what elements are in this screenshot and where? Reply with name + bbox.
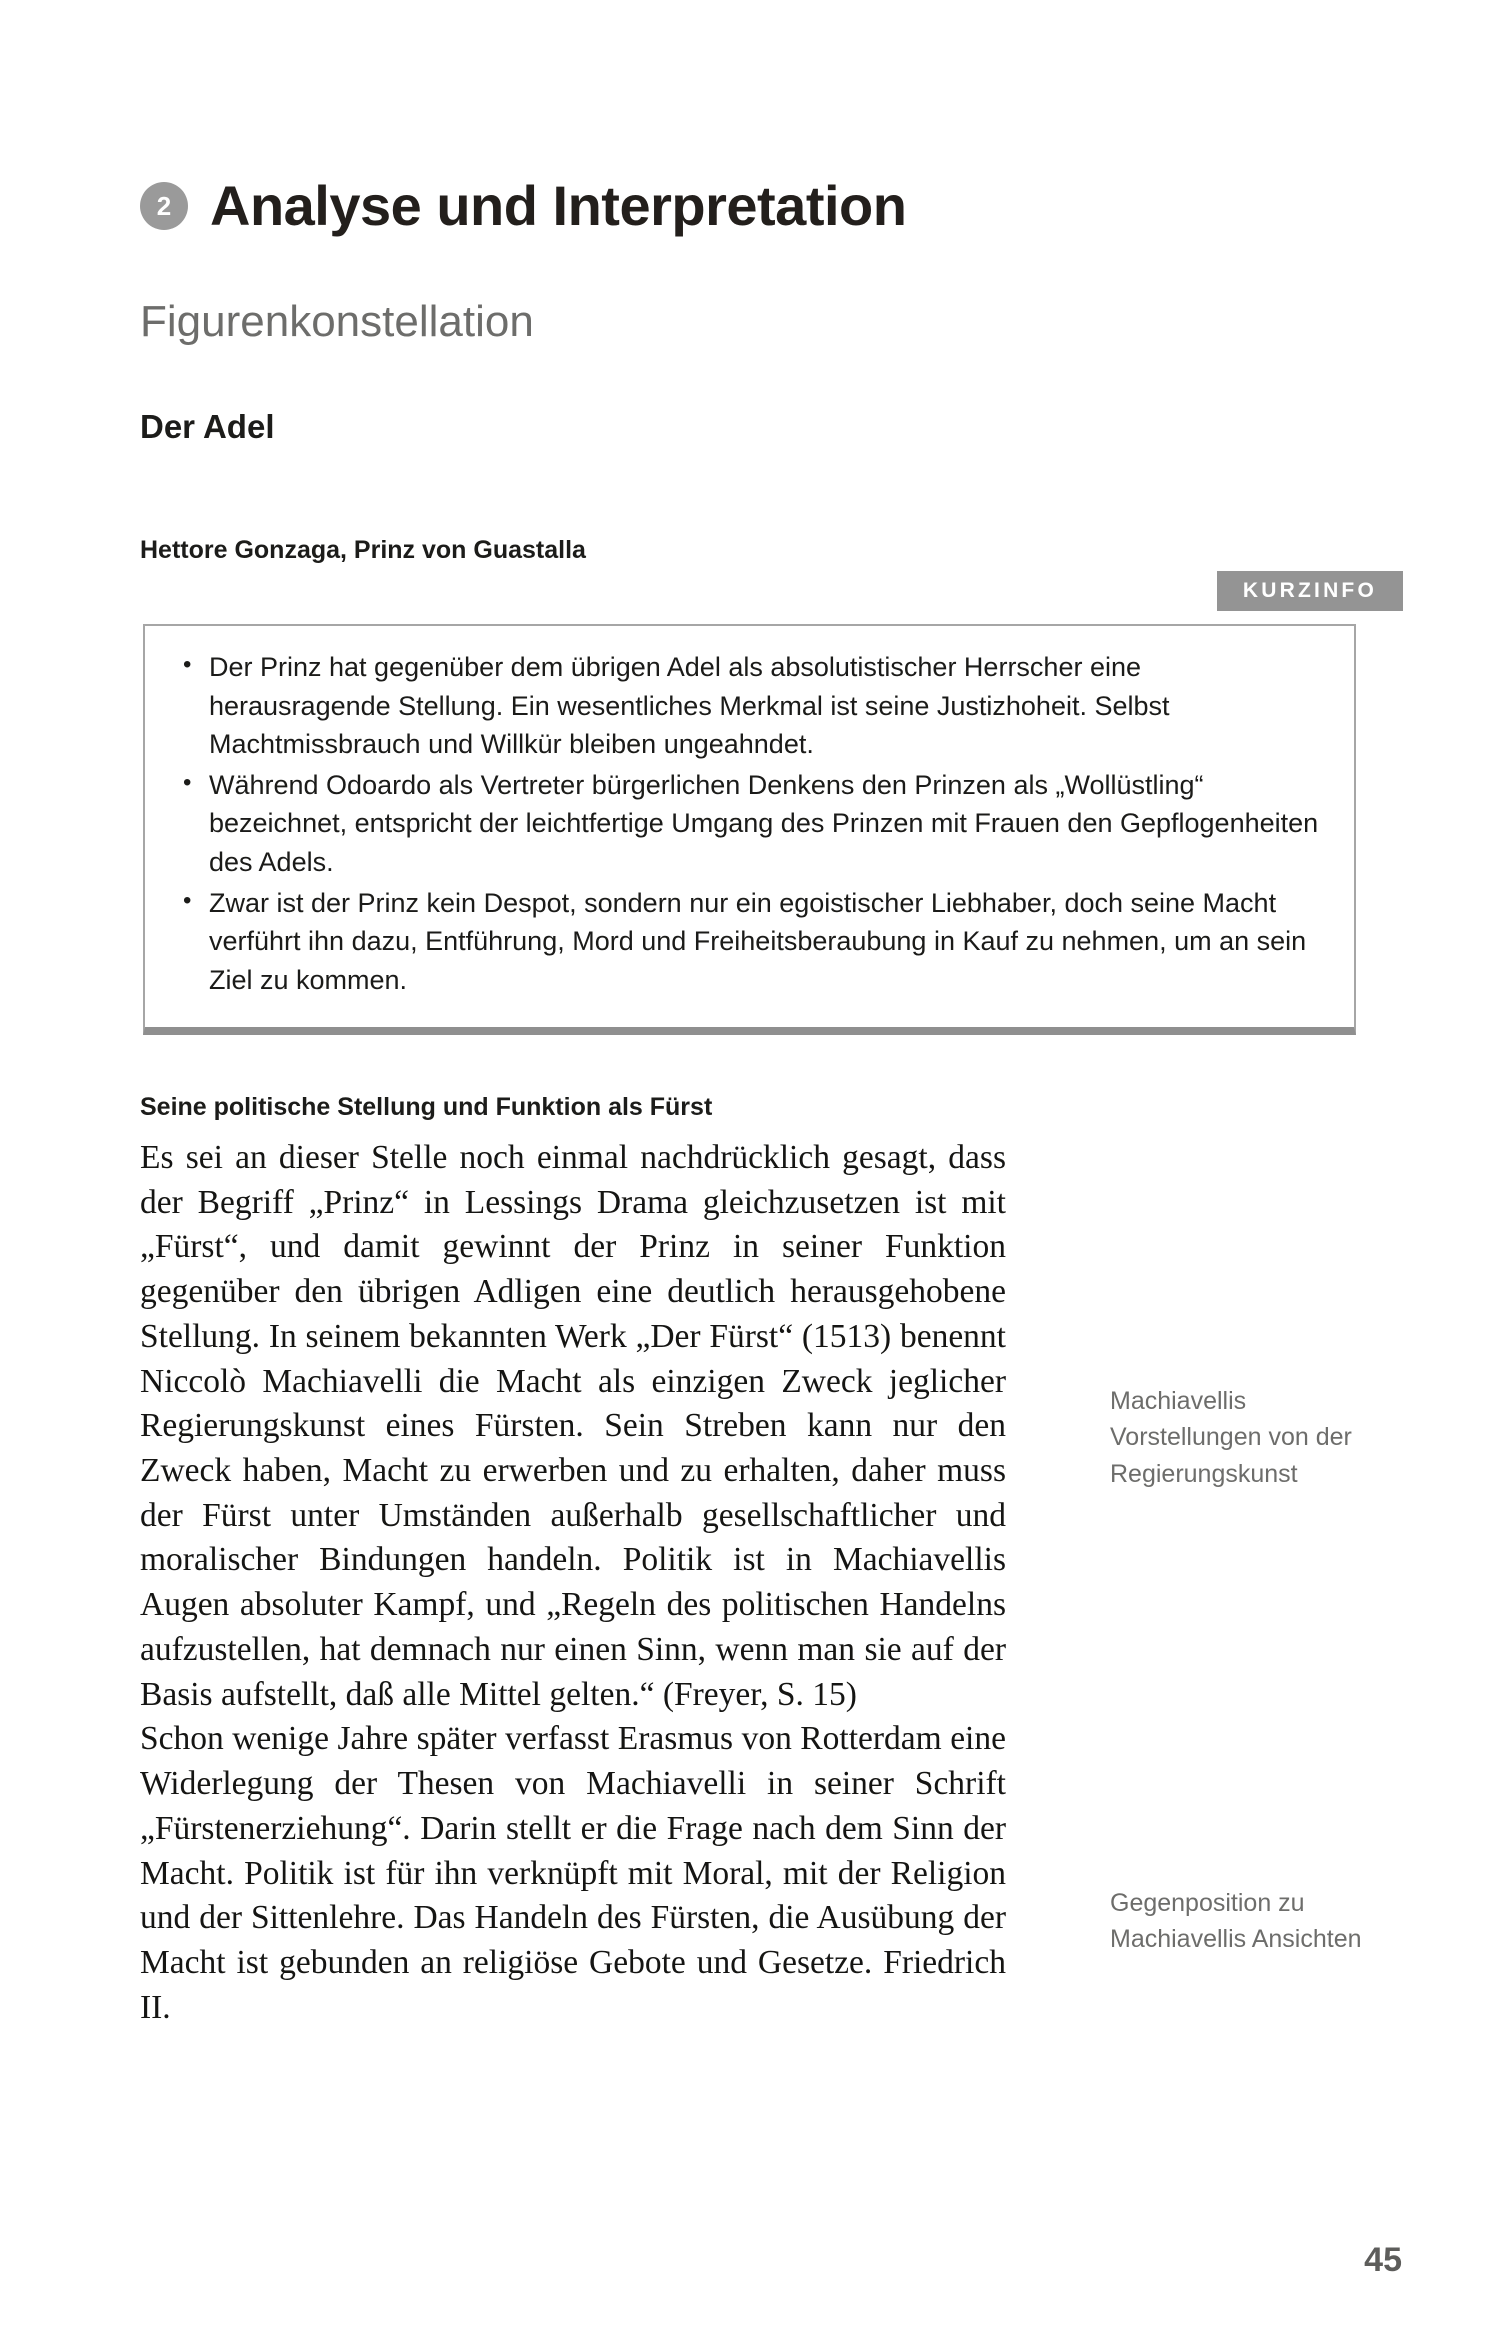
kurzinfo-tab-label: KURZINFO — [1217, 571, 1403, 611]
body-paragraph: Es sei an dieser Stelle noch einmal nachdrücklich gesagt, dass der Begriff „Prinz“ in Lessings Drama gleichzusetzen ist mit „Fürst“, und damit gewinnt der Prinz in seiner Funktion gegenüber den übrigen Adligen eine deutlich herausgehobene Stellung. In seinem bekannten Werk „Der Fürst“ (1513) benennt Niccolò Machiavelli die Macht als einzigen Zweck jeglicher Regierungskunst eines Fürsten. Sein Streben kann nur den Zweck haben, Macht zu erwerben und zu erhalten, daher muss der Fürst unter Umständen außerhalb gesellschaftlicher und moralischer Bindungen handeln. Politik ist in Machiavellis Augen absoluter Kampf, und „Regeln des politischen Handelns aufzustellen, hat demnach nur einen Sinn, wenn man sie auf der Basis aufstellt, daß alle Mittel gelten.“ (Freyer, S. 15) — [140, 1139, 1006, 1713]
figure-name-heading: Hettore Gonzaga, Prinz von Guastalla — [140, 536, 586, 564]
margin-note: Gegenposition zu Machiavellis Ansichten — [1110, 1889, 1362, 1954]
chapter-number-badge: 2 — [140, 182, 188, 230]
body-paragraph: Schon wenige Jahre später verfasst Erasmus von Rotterdam eine Widerlegung der Thesen von Machiavelli in seiner Schrift „Fürstenerziehung“. Darin stellt er die Frage nach dem Sinn der Macht. Politik ist für ihn verknüpft mit Moral, mit der Religion und der Sittenlehre. Das Handeln des Fürsten, die Ausübung der Macht ist gebunden an religiöse Gebote und Gesetze. Friedrich II. — [140, 1720, 1006, 2026]
body-text-column — [140, 1095, 1006, 2030]
list-item: • Der Prinz hat gegenüber dem übrigen Adel als absolutistischer Herrscher eine herausragende Stellung. Ein wesentliches Merkmal ist seine Justizhoheit. Selbst Machtmissbrauch und Willkür bleiben ungeahndet. — [175, 648, 1320, 764]
list-item: • Zwar ist der Prinz kein Despot, sondern nur ein egoistischer Liebhaber, doch seine Macht verführt ihn dazu, Entführung, Mord und Freiheitsberaubung in Kauf zu nehmen, um an sein Ziel zu kommen. — [175, 884, 1320, 1000]
kurzinfo-box — [143, 624, 1356, 1035]
section-heading: Figurenkonstellation — [140, 297, 534, 346]
chapter-header — [140, 174, 907, 237]
page-number: 45 — [1364, 2241, 1402, 2279]
body-subheading: Seine politische Stellung und Funktion als Fürst — [140, 1093, 713, 1121]
list-item: • Während Odoardo als Vertreter bürgerlichen Denkens den Prinzen als „Wollüstling“ bezeichnet, entspricht der leichtfertige Umgang des Prinzen mit Frauen den Gepflogenheiten des Adels. — [175, 766, 1320, 882]
margin-note: Machiavellis Vorstellungen von der Regierungskunst — [1110, 1387, 1352, 1488]
subsection-heading: Der Adel — [140, 408, 275, 445]
page-title: Analyse und Interpretation — [210, 174, 907, 237]
kurzinfo-bullet-list — [175, 648, 1320, 999]
